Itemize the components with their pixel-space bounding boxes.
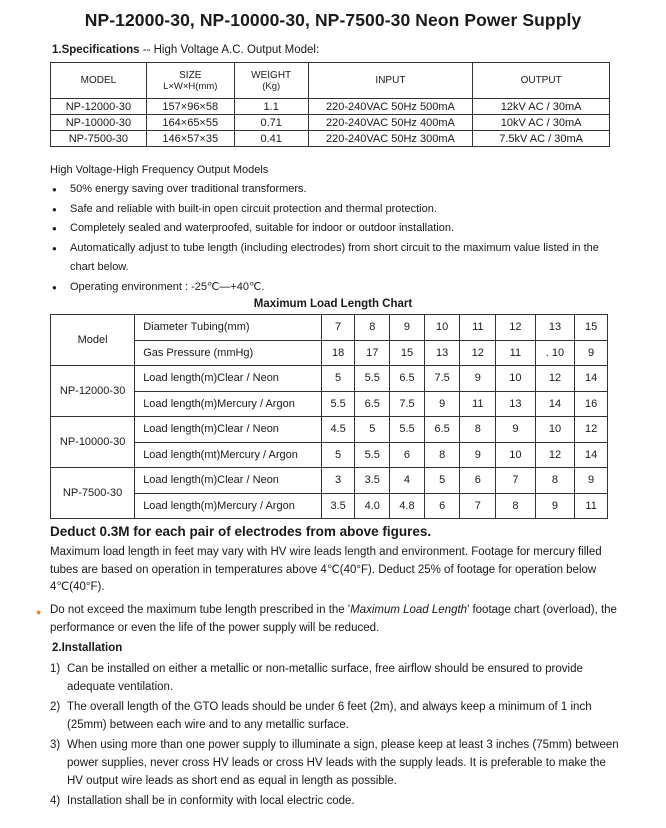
load-model-name: NP-7500-30 [51, 468, 135, 519]
load-length-value: 6.5 [355, 391, 390, 417]
load-length-value: 12 [535, 366, 575, 392]
load-chart-title: Maximum Load Length Chart [253, 298, 413, 310]
spec-cell-size: 146×57×35 [146, 131, 234, 147]
diameter-value: 15 [575, 315, 608, 341]
page-title: NP-12000-30, NP-10000-30, NP-7500-30 Neon Power Supply [84, 10, 582, 30]
load-length-label: Load length(m)Mercury / Argon [135, 493, 322, 519]
load-length-value: 7 [460, 493, 496, 519]
load-length-value: 6 [424, 493, 460, 519]
installation-item [50, 736, 620, 790]
installation-item-number: 3) [50, 739, 61, 751]
spec-cell-output: 7.5kV AC / 30mA [473, 131, 610, 147]
gas-pressure-value: 12 [460, 340, 496, 366]
load-length-value: 5 [321, 366, 355, 392]
load-length-value: 5.5 [355, 366, 390, 392]
specifications-heading [52, 44, 319, 56]
load-length-value: 9 [460, 442, 496, 468]
load-length-value: 13 [496, 391, 536, 417]
feature-item: ● 50% energy saving over traditional transformers. [52, 180, 612, 200]
installation-item-text: Can be installed on either a metallic or non-metallic surface, free airflow should be ensured to provide adequate ventilation. [67, 663, 583, 693]
load-length-value: 10 [496, 442, 536, 468]
spec-header-weight-label: WEIGHT [251, 69, 292, 81]
load-length-value: 8 [424, 442, 460, 468]
spec-cell-size: 164×65×55 [146, 115, 234, 131]
gas-pressure-value: . 10 [535, 340, 575, 366]
load-length-value: 5 [355, 417, 390, 443]
installation-item-text: When using more than one power supply to illuminate a sign, please keep at least 3 inches (75mm) between power supplies, never cross HV leads or cross HV leads with the supply leads. It is preferable to make the HV output wire leads as short end as equal in length as possible. [67, 739, 619, 787]
installation-item [50, 660, 620, 696]
load-length-value: 9 [424, 391, 460, 417]
load-length-value: 12 [535, 442, 575, 468]
load-model-name: NP-10000-30 [51, 417, 135, 468]
spec-header-weight-unit: (Kg) [262, 80, 281, 92]
feature-item: ● Operating environment : -25℃—+40℃. [52, 278, 612, 298]
spec-header-row [51, 63, 610, 99]
diameter-value: 9 [390, 315, 425, 341]
spec-cell-weight: 0.71 [234, 115, 308, 131]
load-length-value: 9 [460, 366, 496, 392]
installation-item-text: The overall length of the GTO leads should be under 6 feet (2m), and always keep a minimum of 1 inch (25mm) between each wire and to any metallic surface. [67, 701, 592, 731]
warning-emphasis: Maximum Load Length [350, 604, 468, 616]
load-length-value: 5.5 [321, 391, 355, 417]
gas-pressure-label: Gas Pressure (mmHg) [135, 340, 322, 366]
load-length-value: 11 [575, 493, 608, 519]
load-length-value: 10 [496, 366, 536, 392]
load-length-value: 5.5 [355, 442, 390, 468]
load-row [51, 493, 608, 519]
load-length-value: 14 [575, 366, 608, 392]
warning-text-end: ' footage chart (overload), the performance or even the life of the power supply will be reduced. [50, 604, 617, 634]
gas-pressure-value: 18 [321, 340, 355, 366]
feature-item: ● Completely sealed and waterproofed, suitable for indoor or outdoor installation. [52, 219, 612, 239]
load-row [51, 442, 608, 468]
load-length-value: 8 [460, 417, 496, 443]
load-length-value: 5 [424, 468, 460, 494]
load-length-value: 6.5 [390, 366, 425, 392]
footage-note: Maximum load length in feet may vary with HV wire leads length and environment. Footage for mercury filled tubes are based on operation in temperatures above 4℃(40°F). Deduct 25% of footage for operation below 4℃(40°F). [50, 546, 602, 593]
warning-text-start: Do not exceed the maximum tube length prescribed in the ' [50, 604, 351, 616]
load-model-header: Model [51, 315, 135, 366]
load-row [51, 340, 608, 366]
spec-row [51, 131, 610, 147]
spec-cell-input: 220-240VAC 50Hz 300mA [308, 131, 473, 147]
specifications-heading-bold: 1.Specifications [52, 44, 140, 56]
load-length-value: 4.5 [321, 417, 355, 443]
load-length-value: 8 [535, 468, 575, 494]
diameter-value: 13 [535, 315, 575, 341]
installation-heading: 2.Installation [52, 642, 123, 654]
spec-header-model: MODEL [51, 63, 147, 99]
load-row [51, 468, 608, 494]
spec-header-output: OUTPUT [473, 63, 610, 99]
installation-item [50, 698, 620, 734]
gas-pressure-value: 11 [496, 340, 536, 366]
feature-list [52, 180, 612, 297]
load-length-value: 9 [535, 493, 575, 519]
load-length-value: 7.5 [424, 366, 460, 392]
load-length-value: 3.5 [321, 493, 355, 519]
specifications-table [50, 62, 610, 147]
load-length-label: Load length(mt)Mercury / Argon [135, 442, 322, 468]
load-length-value: 5 [321, 442, 355, 468]
load-length-value: 4 [390, 468, 425, 494]
spec-cell-output: 12kV AC / 30mA [473, 99, 610, 115]
load-length-value: 16 [575, 391, 608, 417]
spec-header-size-label: SIZE [179, 69, 202, 81]
feature-item: ● Safe and reliable with built-in open circuit protection and thermal protection. [52, 200, 612, 220]
load-length-value: 7.5 [390, 391, 425, 417]
load-length-value: 10 [535, 417, 575, 443]
gas-pressure-value: 9 [575, 340, 608, 366]
gas-pressure-value: 17 [355, 340, 390, 366]
spec-cell-weight: 0.41 [234, 131, 308, 147]
diameter-value: 10 [424, 315, 460, 341]
load-length-value: 5.5 [390, 417, 425, 443]
spec-row [51, 115, 610, 131]
diameter-label: Diameter Tubing(mm) [135, 315, 322, 341]
installation-item [50, 792, 620, 810]
gas-pressure-value: 15 [390, 340, 425, 366]
load-length-value: 4.0 [355, 493, 390, 519]
load-length-label: Load length(m)Clear / Neon [135, 366, 322, 392]
spec-header-weight [234, 63, 308, 99]
load-model-name: NP-12000-30 [51, 366, 135, 417]
spec-header-size [146, 63, 234, 99]
warning-bullet-icon: ● [36, 607, 42, 617]
installation-item-number: 1) [50, 663, 61, 675]
installation-item-number: 4) [50, 795, 61, 807]
load-row [51, 391, 608, 417]
deduct-note: Deduct 0.3M for each pair of electrodes from above figures. [50, 524, 432, 539]
spec-cell-input: 220-240VAC 50Hz 400mA [308, 115, 473, 131]
load-length-value: 8 [496, 493, 536, 519]
load-length-value: 6.5 [424, 417, 460, 443]
load-length-label: Load length(m)Clear / Neon [135, 417, 322, 443]
installation-item-number: 2) [50, 701, 61, 713]
load-length-value: 3 [321, 468, 355, 494]
spec-cell-model: NP-12000-30 [51, 99, 147, 115]
load-table-body [51, 315, 608, 519]
load-length-value: 3.5 [355, 468, 390, 494]
load-length-value: 6 [390, 442, 425, 468]
specifications-heading-rest: -- High Voltage A.C. Output Model: [139, 44, 320, 56]
load-length-label: Load length(m)Clear / Neon [135, 468, 322, 494]
diameter-value: 12 [496, 315, 536, 341]
installation-item-text: Installation shall be in conformity with local electric code. [67, 795, 355, 807]
load-length-label: Load length(m)Mercury / Argon [135, 391, 322, 417]
load-length-table [50, 314, 608, 519]
overload-warning [50, 602, 620, 637]
installation-list [50, 660, 620, 812]
load-row [51, 417, 608, 443]
feature-item: ● Automatically adjust to tube length (including electrodes) from short circuit to the maximum value listed in the chart below. [52, 239, 612, 278]
load-length-value: 12 [575, 417, 608, 443]
spec-row [51, 99, 610, 115]
diameter-value: 11 [460, 315, 496, 341]
hv-models-heading: High Voltage-High Frequency Output Models [50, 164, 269, 176]
gas-pressure-value: 13 [424, 340, 460, 366]
load-length-value: 14 [535, 391, 575, 417]
spec-header-input: INPUT [308, 63, 473, 99]
load-length-value: 6 [460, 468, 496, 494]
spec-cell-model: NP-10000-30 [51, 115, 147, 131]
spec-cell-input: 220-240VAC 50Hz 500mA [308, 99, 473, 115]
load-row [51, 366, 608, 392]
load-row [51, 315, 608, 341]
load-length-value: 11 [460, 391, 496, 417]
load-length-value: 7 [496, 468, 536, 494]
spec-cell-output: 10kV AC / 30mA [473, 115, 610, 131]
load-length-value: 14 [575, 442, 608, 468]
load-length-value: 4.8 [390, 493, 425, 519]
spec-header-size-unit: L×W×H(mm) [163, 80, 218, 92]
spec-cell-model: NP-7500-30 [51, 131, 147, 147]
load-length-value: 9 [496, 417, 536, 443]
spec-cell-size: 157×96×58 [146, 99, 234, 115]
load-length-value: 9 [575, 468, 608, 494]
spec-cell-weight: 1.1 [234, 99, 308, 115]
diameter-value: 8 [355, 315, 390, 341]
diameter-value: 7 [321, 315, 355, 341]
